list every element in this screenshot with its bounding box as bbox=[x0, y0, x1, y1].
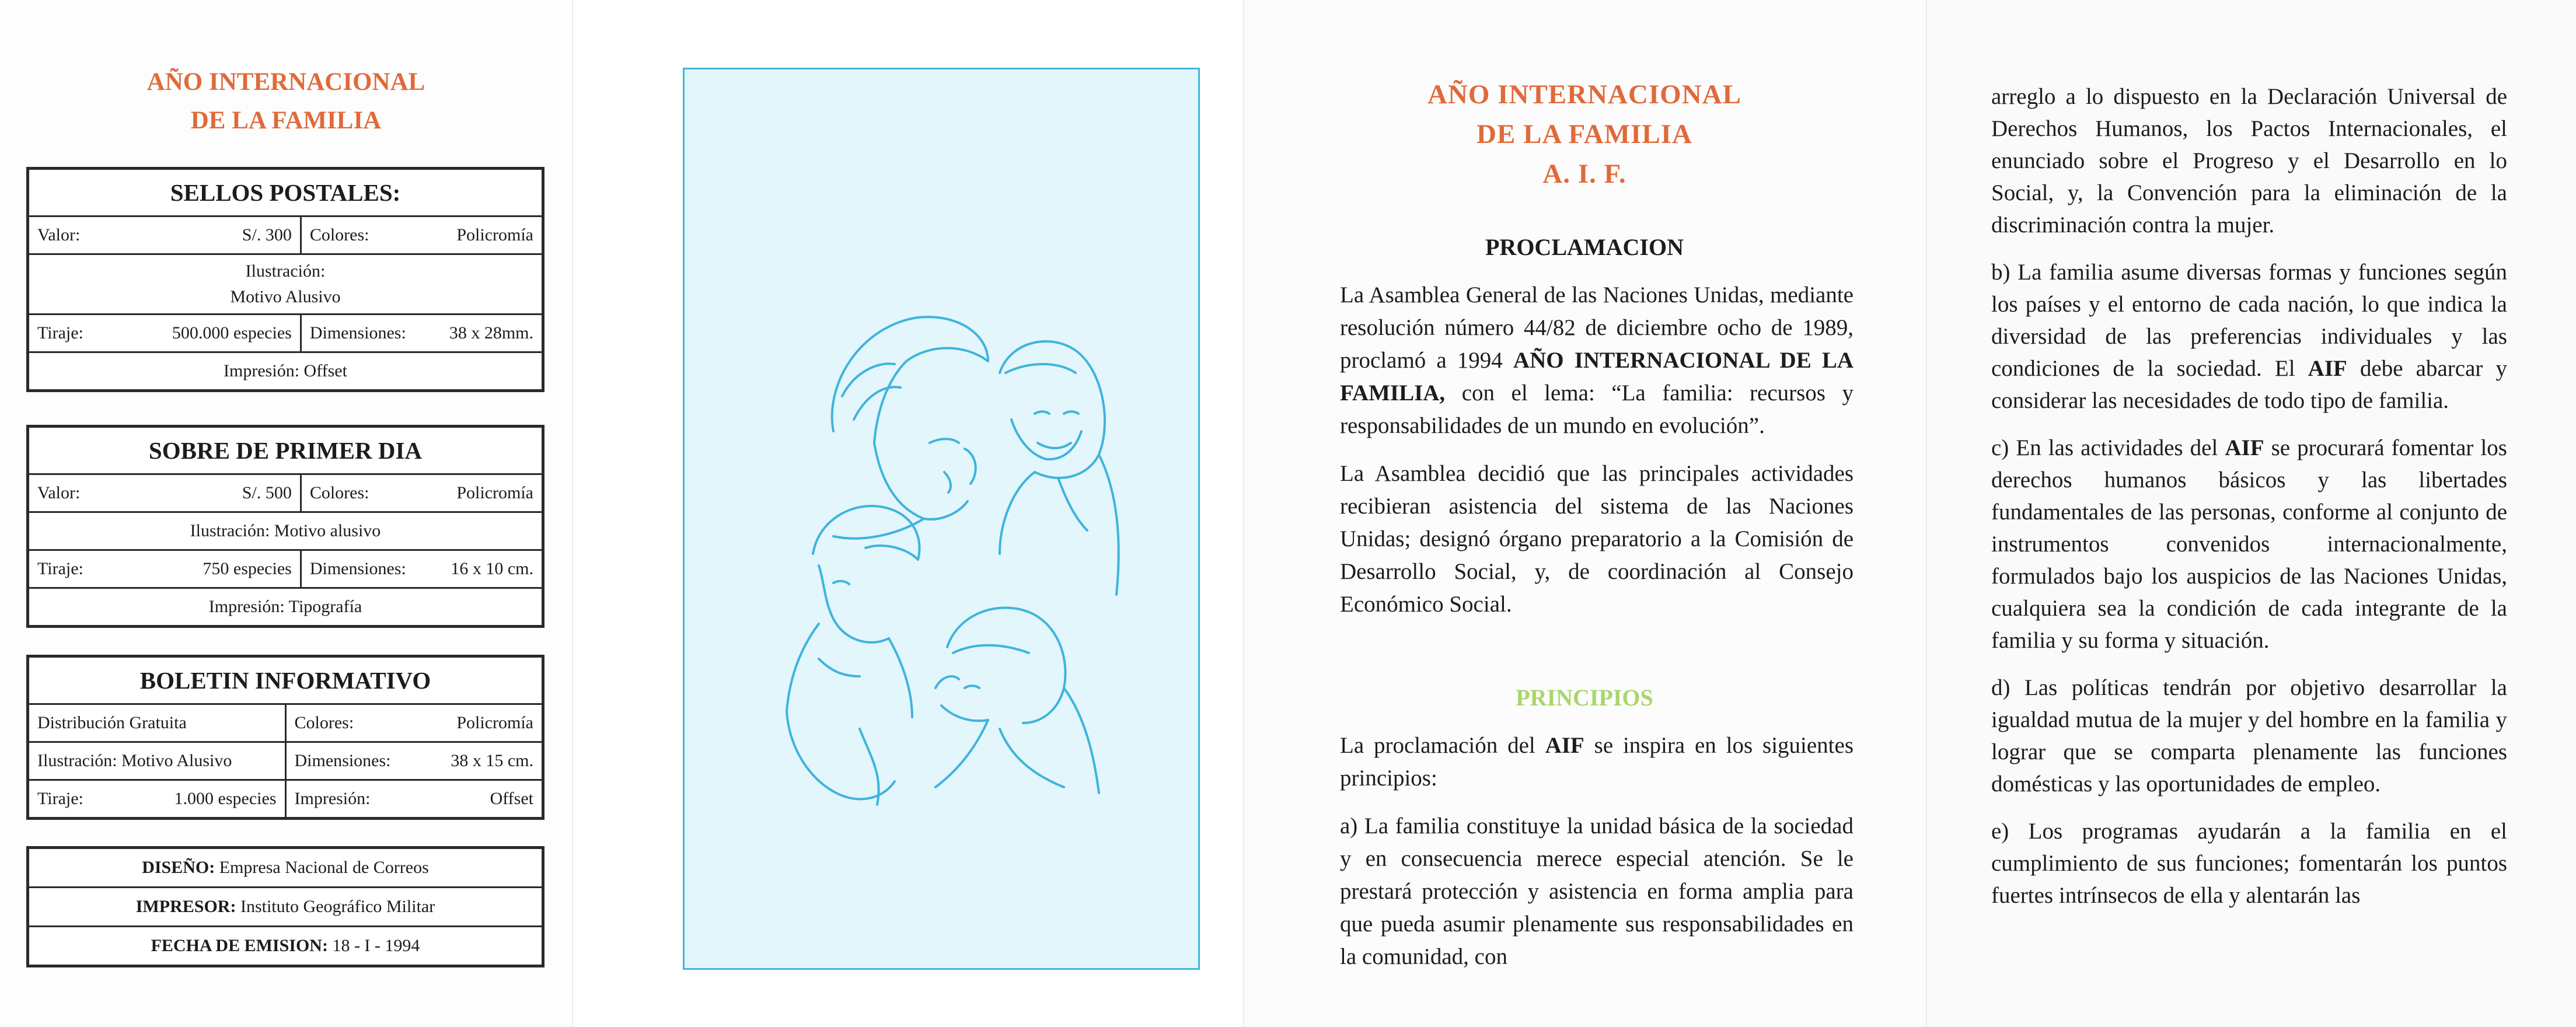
principio-c-paragraph bbox=[1991, 432, 2507, 656]
colores-label: Colores: bbox=[309, 225, 369, 244]
dimensiones-value: 16 x 10 cm. bbox=[451, 559, 533, 578]
impresion-cell: Impresión: Offset bbox=[29, 352, 542, 390]
impresor-label: IMPRESOR: bbox=[135, 897, 236, 916]
ilustracion-cell bbox=[29, 254, 542, 315]
proclamacion-heading: PROCLAMACION bbox=[1485, 234, 1684, 260]
colores-value: Policromía bbox=[456, 483, 533, 502]
boletin-informativo-box bbox=[26, 655, 544, 820]
text-span: La Asamblea General de las Naciones Unidas, mediante resolución número 44/82 de diciembre ocho de 1989, proclamó a 1994 bbox=[1340, 282, 1854, 373]
fecha-label: FECHA DE EMISION: bbox=[151, 936, 328, 955]
impresor-value: Instituto Geográfico Militar bbox=[240, 897, 435, 916]
left-title-line2: DE LA FAMILIA bbox=[190, 107, 382, 134]
ilustracion-cell: Ilustración: Motivo alusivo bbox=[29, 512, 542, 550]
center-title-line2: DE LA FAMILIA bbox=[1477, 119, 1692, 149]
valor-label: Valor: bbox=[37, 483, 81, 502]
center-panel-title bbox=[1243, 75, 1926, 194]
principios-intro-paragraph bbox=[1340, 729, 1854, 795]
principio-b-paragraph bbox=[1991, 256, 2507, 417]
bold-span: AIF bbox=[2225, 435, 2264, 460]
dimensiones-label: Dimensiones: bbox=[309, 559, 406, 578]
text-span: b) La familia asume diversas formas y funciones según los países y el entorno de cada nación, lo que indica la diversidad de las preferencias individuales y las condiciones de la sociedad. El bbox=[1991, 260, 2507, 381]
diseno-label: DISEÑO: bbox=[142, 858, 215, 877]
fold-line bbox=[572, 0, 573, 1027]
text-span: debe abarcar y considerar las necesidades de todo tipo de familia. bbox=[1991, 356, 2507, 413]
principio-d-paragraph: d) Las políticas tendrán por objetivo desarrollar la igualdad mutua de la mujer y del hombre en la familia y lograr que se comparta plenamente las funciones domésticas y las oportunidades de empleo. bbox=[1991, 675, 2507, 797]
family-portrait-illustration-icon bbox=[685, 69, 1198, 968]
illustration-frame bbox=[683, 68, 1200, 970]
bold-span: AÑO INTERNACIONAL DE LA FAMILIA, bbox=[1340, 348, 1854, 406]
valor-value: S/. 300 bbox=[242, 225, 292, 244]
impresion-cell: Impresión: Tipografía bbox=[29, 588, 542, 626]
impresor-cell bbox=[29, 888, 542, 927]
text-span: se inspira en los siguientes principios: bbox=[1340, 733, 1854, 791]
sobre-primer-dia-box bbox=[26, 425, 544, 628]
right-paragraph-1: arreglo a lo dispuesto en la Declaración Universal de Derechos Humanos, los Pactos Internacionales, el enunciado sobre el Progreso y el Desarrollo en lo Social, y, la Convención para la eliminación de la discriminación contra la mujer. bbox=[1991, 84, 2507, 237]
center-title-line1: AÑO INTERNACIONAL bbox=[1427, 79, 1741, 110]
principios-heading: PRINCIPIOS bbox=[1516, 684, 1653, 711]
text-span: con el lema: “La familia: recursos y responsabilidades de un mundo en evolución”. bbox=[1340, 380, 1854, 438]
impresion-value: Offset bbox=[490, 789, 533, 808]
text-span: c) En las actividades del bbox=[1991, 435, 2225, 460]
distribucion-cell: Distribución Gratuita bbox=[29, 704, 285, 742]
tiraje-label: Tiraje: bbox=[37, 323, 83, 343]
right-text-column bbox=[1991, 81, 2507, 927]
asamblea-paragraph: La Asamblea decidió que las principales actividades recibieran asistencia del sistema de las Naciones Unidas; designó órgano preparatorio a la Comisión de Desarrollo Social, y, de coordinación al Consejo Económico Social. bbox=[1340, 461, 1854, 617]
left-panel-title bbox=[0, 63, 572, 140]
diseno-value: Empresa Nacional de Correos bbox=[219, 858, 429, 877]
dimensiones-label: Dimensiones: bbox=[309, 323, 406, 343]
text-span: La proclamación del bbox=[1340, 733, 1545, 758]
dimensiones-label: Dimensiones: bbox=[294, 751, 391, 770]
center-text-column bbox=[1340, 279, 1854, 636]
colores-label: Colores: bbox=[294, 713, 354, 732]
diseno-cell bbox=[29, 849, 542, 888]
sellos-heading: SELLOS POSTALES: bbox=[29, 170, 542, 216]
dimensiones-value: 38 x 15 cm. bbox=[451, 751, 533, 770]
colores-value: Policromía bbox=[456, 225, 533, 244]
credits-box bbox=[26, 846, 544, 967]
sellos-postales-box bbox=[26, 167, 544, 392]
center-text-column-lower bbox=[1340, 729, 1854, 988]
left-title-line1: AÑO INTERNACIONAL bbox=[146, 68, 425, 96]
principio-e-paragraph: e) Los programas ayudarán a la familia en el cumplimiento de sus funciones; fomentarán los puntos fuertes intrínsecos de ella y alentarán las bbox=[1991, 819, 2507, 908]
proclamacion-paragraph bbox=[1340, 279, 1854, 442]
tiraje-value: 500.000 especies bbox=[172, 323, 292, 343]
impresion-label: Impresión: bbox=[294, 789, 371, 808]
fold-line bbox=[1926, 0, 1927, 1027]
valor-value: S/. 500 bbox=[242, 483, 292, 502]
sobre-heading: SOBRE DE PRIMER DIA bbox=[29, 428, 542, 474]
fecha-cell bbox=[29, 927, 542, 965]
principio-a-paragraph: a) La familia constituye la unidad básica de la sociedad y en consecuencia merece especial atención. Se le prestará protección y asistencia en forma amplia para que pueda asumir plenamente sus responsabilidades en la comunidad, con bbox=[1340, 813, 1854, 969]
tiraje-label: Tiraje: bbox=[37, 559, 83, 578]
text-span: se procurará fomentar los derechos humanos básicos y las libertades fundamentales de las personas, conforme al conjunto de instrumentos convenidos internacionalmente, formulados bajo los auspicios de las Naciones Unidas, cualquiera sea la condición de cada integrante de la familia y su forma y situación. bbox=[1991, 435, 2507, 653]
center-title-line3: A. I. F. bbox=[1542, 159, 1626, 189]
bold-span: AIF bbox=[2308, 356, 2347, 381]
colores-value: Policromía bbox=[456, 713, 533, 732]
fecha-value: 18 - I - 1994 bbox=[332, 936, 420, 955]
tiraje-value: 1.000 especies bbox=[174, 789, 277, 808]
tiraje-value: 750 especies bbox=[203, 559, 292, 578]
ilustracion-cell: Ilustración: Motivo Alusivo bbox=[29, 742, 285, 780]
valor-label: Valor: bbox=[37, 225, 81, 244]
ilustracion-label: Ilustración: bbox=[245, 261, 326, 281]
ilustracion-value: Motivo Alusivo bbox=[230, 287, 341, 306]
tiraje-label: Tiraje: bbox=[37, 789, 83, 808]
boletin-heading: BOLETIN INFORMATIVO bbox=[29, 658, 542, 704]
bold-span: AIF bbox=[1545, 733, 1584, 758]
dimensiones-value: 38 x 28mm. bbox=[449, 323, 533, 343]
colores-label: Colores: bbox=[309, 483, 369, 502]
